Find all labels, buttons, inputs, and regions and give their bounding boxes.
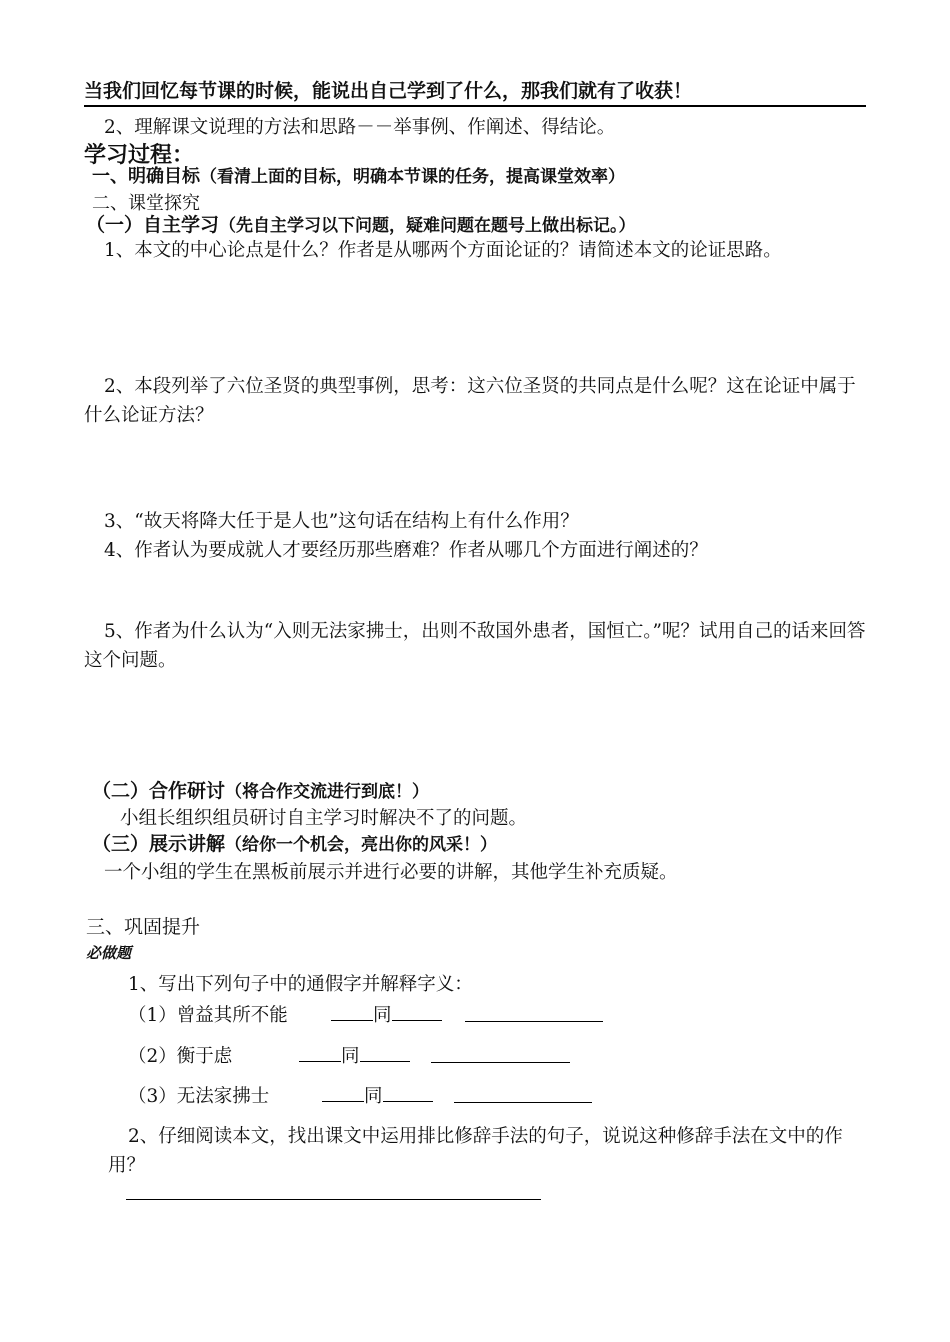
sub-2-label: （二）合作研讨 xyxy=(92,780,226,802)
question-5: 5、作者为什么认为“入则无法家拂士，出则不敌国外患者，国恒亡。”呢？试用自己的话来回答这个问题。 xyxy=(84,621,866,671)
goal-2: 2、理解课文说理的方法和思路－－举事例、作阐述、得结论。 xyxy=(104,117,616,138)
answer-line[interactable] xyxy=(126,1199,541,1200)
sub-3-label: （三）展示讲解 xyxy=(92,833,226,855)
char-blank[interactable] xyxy=(331,1002,373,1021)
meaning-blank[interactable] xyxy=(454,1102,592,1103)
meaning-blank[interactable] xyxy=(431,1062,570,1063)
item-label: （3）无法家拂士 xyxy=(128,1086,270,1107)
sub-2 xyxy=(92,776,429,803)
section-1-label: 一、明确目标 xyxy=(92,166,200,187)
exercise-2: 2、仔细阅读本文，找出课文中运用排比修辞手法的句子，说说这种修辞手法在文中的作用？ xyxy=(108,1126,843,1176)
question-4: 4、作者认为要成就人才要经历那些磨难？作者从哪几个方面进行阐述的？ xyxy=(104,540,708,561)
char-blank[interactable] xyxy=(322,1083,364,1102)
exercise-1-item xyxy=(128,1001,288,1027)
exercise-1-item xyxy=(128,1082,269,1108)
section-1-note: （看清上面的目标，明确本节课的任务，提高课堂效率） xyxy=(200,167,625,187)
sub-2-note: （将合作交流进行到底！） xyxy=(225,782,430,802)
meaning-blank[interactable] xyxy=(465,1021,603,1022)
exercise-1-title: 1、写出下列句子中的通假字并解释字义： xyxy=(128,974,473,995)
section-3: 三、巩固提升 xyxy=(86,916,201,938)
sub-1-note: （先自主学习以下问题，疑难问题在题号上做出标记。） xyxy=(219,216,636,236)
sub-1 xyxy=(86,210,636,237)
sub-1-label: （一）自主学习 xyxy=(86,214,220,236)
must-do-label: 必做题 xyxy=(86,944,132,962)
question-2: 2、本段列举了六位圣贤的典型事例，思考：这六位圣贤的共同点是什么呢？这在论证中属于什么论证方法？ xyxy=(84,376,856,426)
item-label: （1）曾益其所不能 xyxy=(128,1005,288,1026)
char-blank[interactable] xyxy=(392,1002,442,1021)
sub-3 xyxy=(92,829,497,856)
question-1: 1、本文的中心论点是什么？作者是从哪两个方面论证的？请简述本文的论证思路。 xyxy=(104,240,782,261)
blank-group-1 xyxy=(331,1001,442,1027)
sub-3-text: 一个小组的学生在黑板前展示并进行必要的讲解，其他学生补充质疑。 xyxy=(104,862,678,883)
blank-group-2 xyxy=(299,1042,410,1068)
char-blank[interactable] xyxy=(383,1083,433,1102)
item-label: （2）衡于虑 xyxy=(128,1046,233,1067)
tong-label: 同 xyxy=(373,1005,392,1026)
char-blank[interactable] xyxy=(360,1043,410,1062)
process-title: 学习过程： xyxy=(84,143,195,168)
blank-group-3 xyxy=(322,1082,433,1108)
sub-2-text: 小组长组织组员研讨自主学习时解决不了的问题。 xyxy=(120,808,528,829)
question-3: 3、“故天将降大任于是人也”这句话在结构上有什么作用？ xyxy=(104,511,579,532)
sub-3-note: （给你一个机会，亮出你的风采！） xyxy=(225,835,498,855)
section-2: 二、课堂探究 xyxy=(92,193,200,214)
page-header: 当我们回忆每节课的时候，能说出自己学到了什么，那我们就有了收获！ xyxy=(84,76,866,107)
tong-label: 同 xyxy=(341,1046,360,1067)
char-blank[interactable] xyxy=(299,1043,341,1062)
tong-label: 同 xyxy=(364,1086,383,1107)
section-1 xyxy=(92,162,625,188)
exercise-1-item xyxy=(128,1042,232,1068)
